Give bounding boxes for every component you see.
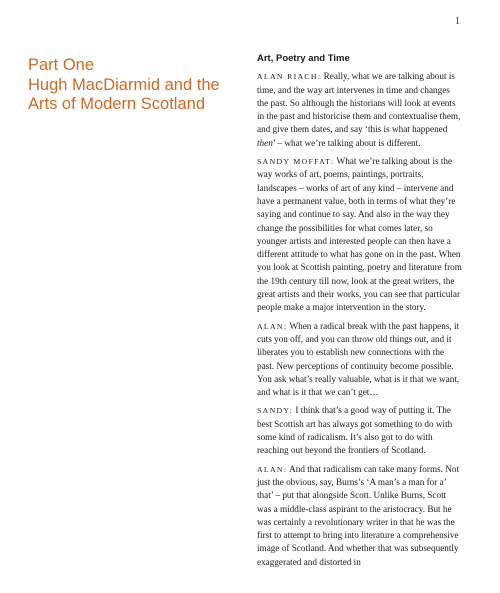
speaker-name: ALAN:: [257, 321, 288, 331]
part-heading: [28, 56, 238, 114]
dialogue-paragraph: [257, 404, 462, 457]
dialogue-paragraph: [257, 320, 462, 400]
paragraph-text: When a radical break with the past happens, it cuts you off, and you can throw old things out, and it liberates you to establish new connections with the past. New perceptions of continuity become possible. You ask what’s really valuable, what is it that we want, and what is it that we can’t get…: [257, 320, 460, 398]
page-number: 1: [455, 16, 460, 27]
speaker-name: ALAN RIACH:: [257, 72, 322, 82]
speaker-name: SANDY:: [257, 406, 294, 416]
part-label: Part One: [28, 56, 95, 74]
main-column: [257, 52, 462, 574]
dialogue-paragraph: [257, 463, 462, 569]
section-heading: Art, Poetry and Time: [257, 53, 350, 64]
speaker-name: SANDY MOFFAT:: [257, 157, 335, 167]
paragraph-text: What we’re talking about is the way works of art, poems, paintings, portraits, landscapes – works of art of any kind – intervene and have a permanent value, both in terms of what they’re saying and continue to say. And also in the way they change the possibilities for what comes later, so younger artists and interested people can then have a different attitude to what has gone on in the past. When you look at Scottish painting, poetry and literature from the 19th century till now, look at the great writers, the great artists and their works, you can see that particular people make a major intervention in the story.: [257, 156, 462, 313]
dialogue-paragraph: [257, 70, 462, 150]
paragraph-text: And that radicalism can take many forms. Not just the obvious, say, Burns’s ‘A man’s a man for a’ that’ – put that alongside Scott. Unlike Burns, Scott was a middle-class aspirant to the aristocracy. But he was certainly a revolutionary writer in that he was the first to attempt to bring into literature a comprehensive image of Scotland. And whether that was subsequently exaggerated and distorted in: [257, 463, 460, 567]
emphasis-text: then: [257, 137, 273, 148]
speaker-name: ALAN:: [257, 464, 288, 474]
paragraph-text: I think that’s a good way of putting it. The best Scottish art has always got something to do with some kind of radicalism. It’s also got to do with reaching out beyond the frontiers of Scotland.: [257, 405, 453, 456]
paragraph-text-end: ’ – what we’re talking about is different.: [272, 137, 421, 148]
dialogue-paragraph: [257, 155, 462, 315]
paragraph-text: Really, what we are talking about is time, and the way art intervenes in time and changes the past. So although the historians will look at events in the past and historicise them and contextualise them, and give them dates, and say ‘this is what happened: [257, 71, 461, 135]
part-title: Hugh MacDiarmid and the Arts of Modern Scotland: [28, 76, 220, 113]
